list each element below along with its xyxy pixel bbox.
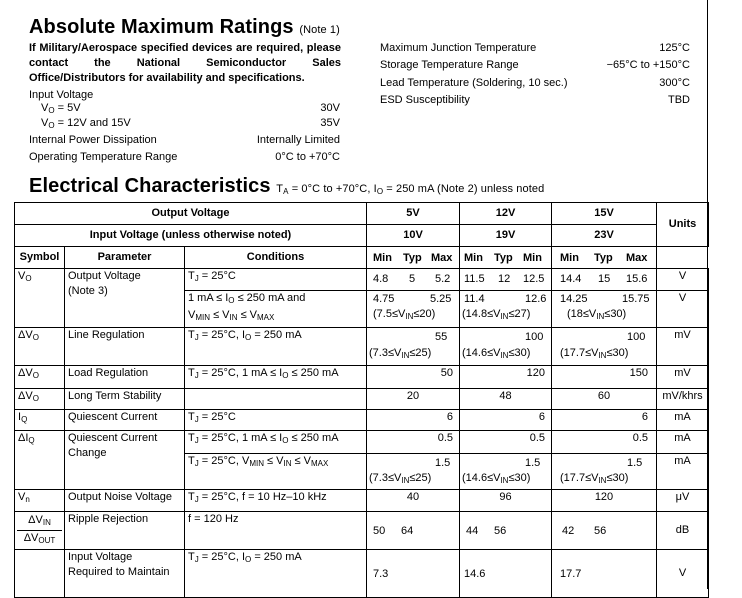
abs-max-title [29, 16, 340, 39]
lt-label: Lead Temperature (Soldering, 10 sec.) [380, 77, 568, 89]
on-unit: μV [657, 490, 709, 512]
military-notice: If Military/Aerospace specified devices are required, please contact the National Semiconductor Sales Office/Distributors for availability and specifications. [29, 42, 341, 84]
qcc-r2-12v: 1.5 $(14.6\le V_{IN}\le 30)$ [460, 454, 552, 490]
qcc-unit2: mA [657, 454, 709, 490]
esd-value: TBD [668, 94, 690, 106]
lts-param: Long Term Stability [65, 389, 185, 410]
hdr-symbol: Symbol [15, 247, 65, 269]
hdr-parameter: Parameter [65, 247, 185, 269]
lr-cond: $T_J = 25^\circ C$, $I_O = 250$ mA [185, 328, 367, 366]
rr-unit: dB [657, 512, 709, 550]
otr-label: Operating Temperature Range [29, 151, 178, 163]
iv-param: Input Voltage Required to Maintain [65, 550, 185, 598]
lr-unit: mV [657, 328, 709, 366]
on-5v: 40 [367, 490, 460, 512]
qcc-cond1: $T_J = 25^\circ C$, 1 mA ≤ $I_O \le 250$ mA [185, 431, 367, 454]
hdr-conditions: Conditions [185, 247, 367, 269]
hdr-15v: 15V [552, 203, 657, 225]
otr-value: 0°C to +70°C [275, 151, 340, 163]
qcc-r2-15v: 1.5 $(17.7\le V_{IN}\le 30)$ [552, 454, 657, 490]
qcc-param: Quiescent Current Change [65, 431, 185, 490]
ldr-15v: 150 [552, 366, 657, 389]
lr-15v: 100 $(17.7\le V_{IN}\le 30)$ [552, 328, 657, 366]
hdr-output-voltage: Output Voltage [15, 203, 367, 225]
vo-r2-12v: 11.4 12.6 $(14.8\le V_{IN}\le 27)$ [460, 291, 552, 328]
hdr-5v: 5V [367, 203, 460, 225]
on-symbol: $V_n$ [15, 490, 65, 512]
lt-value: 300°C [659, 77, 690, 89]
qcc-r2-5v: 1.5 $(7.3\le V_{IN}\le 25)$ [367, 454, 460, 490]
lr-symbol: $\Delta V_O$ [15, 328, 65, 366]
str-value: −65°C to +150°C [606, 59, 690, 71]
rr-5v: 50 64 [367, 512, 460, 550]
vo5-label: $V_O = 5V$ [41, 102, 81, 115]
vo5-value: 30V [320, 102, 340, 114]
rr-cond: f = 120 Hz [185, 512, 367, 550]
qcc-symbol: $\Delta I_Q$ [15, 431, 65, 490]
vo-r1-15v: 14.4 15 15.6 [552, 269, 657, 291]
hdr-mtm-15v: Min Typ Max [552, 247, 657, 269]
vo-param: Output Voltage (Note 3) [65, 269, 185, 328]
lts-12v: 48 [460, 389, 552, 410]
input-voltage-label: Input Voltage [29, 89, 94, 101]
abs-max-title-text: Absolute Maximum Ratings [29, 16, 294, 38]
lts-15v: 60 [552, 389, 657, 410]
vo-cond1: $T_J = 25^\circ C$ [185, 269, 367, 291]
hdr-units: Units [657, 203, 709, 247]
rr-12v: 44 56 [460, 512, 552, 550]
vo-r2-5v: 4.75 5.25 $(7.5\le V_{IN}\le 20)$ [367, 291, 460, 328]
ipd-label: Internal Power Dissipation [29, 134, 157, 146]
hdr-mtm-12v: Min Typ Min [460, 247, 552, 269]
esd-label: ESD Susceptibility [380, 94, 470, 106]
qc-15v: 6 [552, 410, 657, 431]
hdr-23v: 23V [552, 225, 657, 247]
hdr-mtm-5v: Min Typ Max [367, 247, 460, 269]
mjt-value: 125°C [659, 42, 690, 54]
vo12-value: 35V [320, 117, 340, 129]
qc-unit: mA [657, 410, 709, 431]
iv-5v: 7.3 [367, 550, 460, 598]
lr-param: Line Regulation [65, 328, 185, 366]
ldr-5v: 50 [367, 366, 460, 389]
on-cond: $T_J = 25^\circ C$, f = 10 Hz–10 kHz [185, 490, 367, 512]
vo-unit2: V [657, 291, 709, 328]
iv-unit: V [657, 550, 709, 598]
on-12v: 96 [460, 490, 552, 512]
on-param: Output Noise Voltage [65, 490, 185, 512]
rr-15v: 42 56 [552, 512, 657, 550]
qc-cond: $T_J = 25^\circ C$ [185, 410, 367, 431]
ldr-cond: $T_J = 25^\circ C$, 1 mA ≤ $I_O \le 250$ mA [185, 366, 367, 389]
iv-symbol [15, 550, 65, 598]
qcc-r1-5v: 0.5 [367, 431, 460, 454]
qcc-r1-12v: 0.5 [460, 431, 552, 454]
hdr-19v: 19V [460, 225, 552, 247]
rr-symbol: $\Delta V_{IN}$ $\Delta V_{OUT}$ [15, 512, 65, 550]
vo12-label: $V_O = 12V$ and 15V [41, 117, 131, 130]
qcc-unit1: mA [657, 431, 709, 454]
lts-symbol: $\Delta V_O$ [15, 389, 65, 410]
qcc-cond2: $T_J = 25^\circ C$, $V_{MIN} \le V_{IN} \le V_{MAX}$ [185, 454, 367, 490]
qc-param: Quiescent Current [65, 410, 185, 431]
hdr-input-voltage: Input Voltage (unless otherwise noted) [15, 225, 367, 247]
hdr-10v: 10V [367, 225, 460, 247]
ec-title-text: Electrical Characteristics [29, 175, 271, 197]
iv-cond: $T_J = 25^\circ C$, $I_O = 250$ mA [185, 550, 367, 598]
vo-r2-15v: 14.25 15.75 $(18\le V_{IN}\le 30)$ [552, 291, 657, 328]
vo-symbol: $V_O$ [15, 269, 65, 328]
abs-max-note: (Note 1) [299, 24, 340, 36]
lr-12v: 100 $(14.6\le V_{IN}\le 30)$ [460, 328, 552, 366]
on-15v: 120 [552, 490, 657, 512]
hdr-12v: 12V [460, 203, 552, 225]
vo-r1-12v: 11.5 12 12.5 [460, 269, 552, 291]
qc-symbol: $I_Q$ [15, 410, 65, 431]
lts-5v: 20 [367, 389, 460, 410]
vo-r1-5v: 4.8 5 5.2 [367, 269, 460, 291]
lts-unit: mV/khrs [657, 389, 709, 410]
iv-12v: 14.6 [460, 550, 552, 598]
ldr-unit: mV [657, 366, 709, 389]
ldr-symbol: $\Delta V_O$ [15, 366, 65, 389]
ec-conditions: $T_A = 0^\circ C$ to +70°C, $I_O = 250$ mA (Note 2) unless noted [276, 183, 545, 196]
vo-cond2: 1 mA ≤ $I_O \le 250$ mA and $V_{MIN} \le V_{IN} \le V_{MAX}$ [185, 291, 367, 328]
lts-cond [185, 389, 367, 410]
qc-12v: 6 [460, 410, 552, 431]
ldr-12v: 120 [460, 366, 552, 389]
vo-unit1: V [657, 269, 709, 291]
mjt-label: Maximum Junction Temperature [380, 42, 537, 54]
lr-5v: 55 $(7.3\le V_{IN}\le 25)$ [367, 328, 460, 366]
qcc-r1-15v: 0.5 [552, 431, 657, 454]
rr-param: Ripple Rejection [65, 512, 185, 550]
qc-5v: 6 [367, 410, 460, 431]
str-label: Storage Temperature Range [380, 59, 519, 71]
iv-15v: 17.7 [552, 550, 657, 598]
ldr-param: Load Regulation [65, 366, 185, 389]
ec-title [29, 175, 544, 198]
ipd-value: Internally Limited [256, 134, 340, 146]
ec-table [14, 202, 709, 598]
